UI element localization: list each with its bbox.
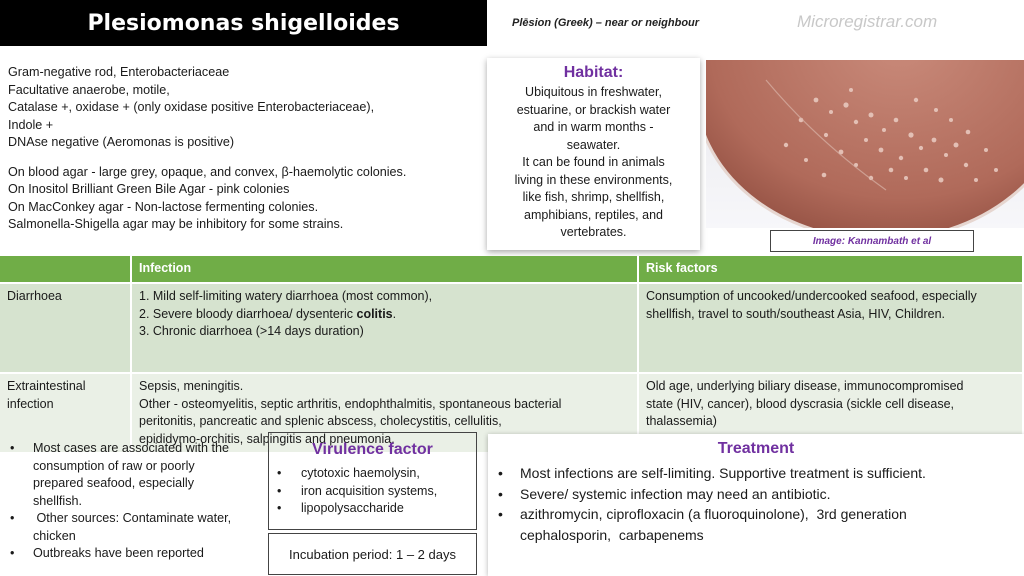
- row-label: Diarrhoea: [0, 283, 131, 373]
- site-watermark: Microregistrar.com: [797, 12, 938, 31]
- treatment-box: [488, 434, 1024, 576]
- characteristic-line: Gram-negative rod, Enterobacteriaceae: [8, 65, 230, 79]
- habitat-line: Ubiquitous in freshwater,: [525, 85, 662, 99]
- etymology-note: Plēsion (Greek) – near or neighbour: [512, 17, 700, 29]
- habitat-heading: Habitat:: [563, 64, 624, 81]
- risk-line: shellfish, travel to south/southeast Asia, HIV, Children.: [646, 306, 946, 321]
- habitat-line: living in these environments,: [514, 172, 673, 187]
- infection-line: [139, 306, 630, 324]
- list-item: • lipopolysaccharide: [275, 500, 470, 518]
- table-header: [0, 256, 131, 283]
- risk-line: Old age, underlying biliary disease, immunocompromised: [646, 379, 964, 393]
- sources-list: [8, 440, 264, 563]
- infection-cell: [131, 283, 638, 373]
- list-item: • cytotoxic haemolysin,: [275, 465, 470, 483]
- infection-line: Other - osteomyelitis, septic arthritis, endophthalmitis, spontaneous bacterial: [139, 396, 562, 411]
- infection-line: Sepsis, meningitis.: [139, 379, 244, 393]
- table-header-row: [0, 256, 1023, 283]
- bold-term: colitis: [356, 306, 393, 321]
- text-segment: 2. Severe bloody diarrhoea/ dysenteric: [139, 306, 357, 321]
- habitat-line: amphibians, reptiles, and: [524, 207, 663, 222]
- habitat-line: estuarine, or brackish water: [516, 102, 671, 117]
- list-item: • Most infections are self-limiting. Supportive treatment is sufficient.: [496, 463, 1016, 484]
- habitat-line: It can be found in animals: [522, 155, 665, 169]
- risk-line: state (HIV, cancer), blood dyscrasia (sickle cell disease,: [646, 396, 955, 411]
- habitat-line: vertebrates.: [560, 225, 627, 239]
- text-segment: .: [392, 306, 397, 321]
- characteristics-block: [8, 64, 478, 234]
- list-item: • Most cases are associated with the consumption of raw or poorly prepared seafood, especially shellfish.: [8, 440, 264, 510]
- infection-line: epididymo-orchitis, salpingitis and pneumonia.: [139, 431, 395, 446]
- risk-line: thalassemia): [646, 414, 717, 428]
- image-caption: Image: Kannambath et al: [770, 230, 974, 252]
- row-label-line: infection: [7, 396, 54, 411]
- row-label-line: Extraintestinal: [7, 379, 86, 393]
- habitat-line: and in warm months -: [533, 120, 654, 134]
- culture-line: Salmonella-Shigella agar may be inhibitory for some strains.: [8, 217, 344, 231]
- table-header: Risk factors: [638, 256, 1023, 283]
- treatment-heading: Treatment: [717, 440, 795, 457]
- culture-line: On Inositol Brilliant Green Bile Agar - pink colonies: [8, 182, 290, 196]
- table-row: [0, 283, 1023, 373]
- risk-line: Consumption of uncooked/undercooked seafood, especially: [646, 289, 977, 303]
- virulence-heading: Virulence factor: [312, 441, 433, 458]
- infection-table: [0, 256, 1024, 452]
- list-item: • iron acquisition systems,: [275, 483, 470, 501]
- habitat-box: [487, 58, 700, 250]
- culture-line: On MacConkey agar - Non-lactose fermenting colonies.: [8, 199, 319, 214]
- list-item: • Severe/ systemic infection may need an antibiotic.: [496, 484, 1016, 505]
- agar-plate-image: [706, 60, 1024, 228]
- page-title: Plesiomonas shigelloides: [0, 0, 487, 46]
- habitat-line: like fish, shrimp, shellfish,: [522, 190, 665, 204]
- virulence-box: [268, 432, 477, 530]
- infection-line: 1. Mild self-limiting watery diarrhoea (most common),: [139, 289, 433, 303]
- list-item: • azithromycin, ciprofloxacin (a fluoroquinolone), 3rd generation cephalosporin, carbapenems: [496, 504, 1016, 545]
- characteristic-line: Catalase +, oxidase + (only oxidase positive Enterobacteriaceae),: [8, 100, 375, 114]
- infection-line: 3. Chronic diarrhoea (>14 days duration): [139, 324, 364, 338]
- list-item: • Other sources: Contaminate water, chicken: [8, 510, 264, 545]
- risk-cell: [638, 283, 1023, 373]
- table-header: Infection: [131, 256, 638, 283]
- list-item: • Outbreaks have been reported: [8, 545, 264, 563]
- characteristic-line: Indole +: [8, 117, 54, 132]
- incubation-box: Incubation period: 1 – 2 days: [268, 533, 477, 575]
- infection-line: peritonitis, pancreatic and splenic abscess, cholecystitis, cellulitis,: [139, 414, 502, 428]
- characteristic-line: DNAse negative (Aeromonas is positive): [8, 135, 235, 149]
- characteristic-line: Facultative anaerobe, motile,: [8, 82, 170, 97]
- culture-line: On blood agar - large grey, opaque, and convex, β-haemolytic colonies.: [8, 164, 407, 179]
- habitat-line: seawater.: [566, 137, 621, 152]
